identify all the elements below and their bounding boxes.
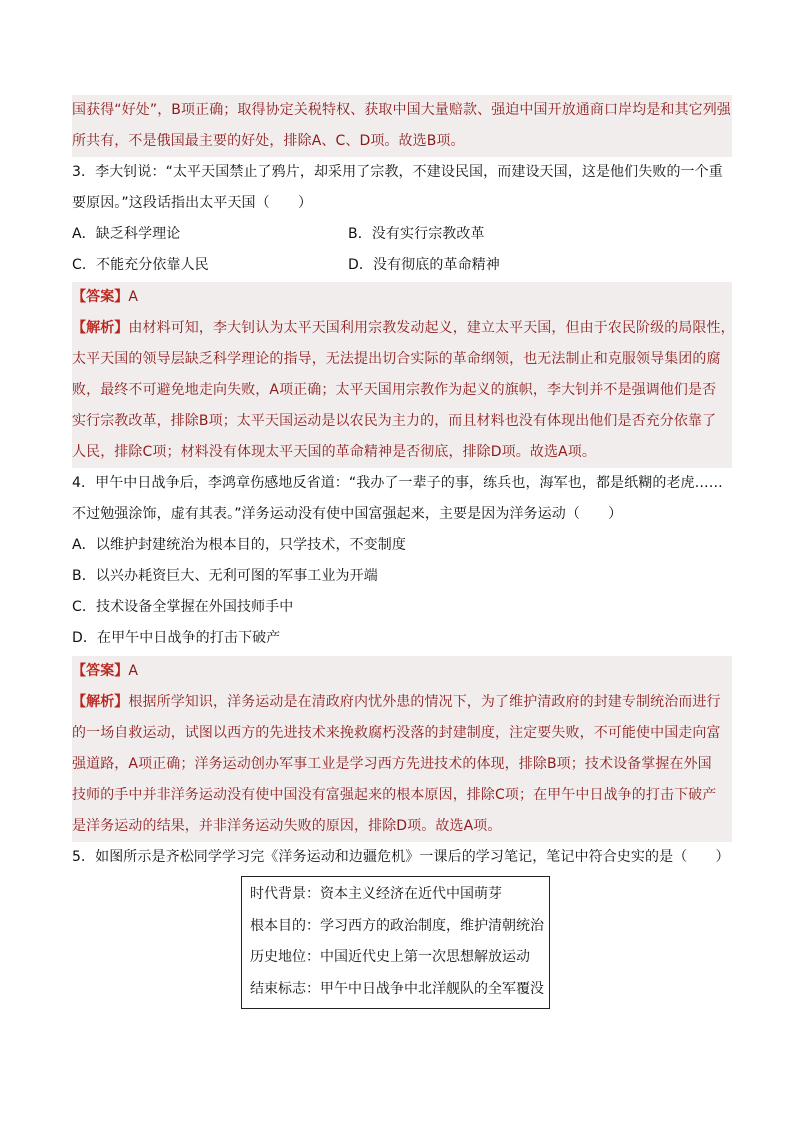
q4-answer-block (72, 656, 732, 842)
analysis-line: 败，最终不可避免地走向失败，A项正确；太平天国用宗教作为起义的旗帜，李大钊并不是强调他们是否 (72, 382, 717, 398)
analysis-line: 强道路，A项正确；洋务运动创办军事工业是学习西方先进技术的体现，排除B项；技术设备掌握在外国 (72, 756, 712, 772)
option-c: C．不能充分依靠人民 (72, 257, 209, 273)
question-5 (72, 842, 732, 873)
option-b: B．没有实行宗教改革 (348, 226, 485, 242)
option-d: D．在甲午中日战争的打击下破产 (72, 630, 281, 646)
option-b: B．以兴办耗资巨大、无利可图的军事工业为开端 (72, 568, 378, 584)
analysis-line (72, 313, 735, 344)
study-notes-box (241, 876, 550, 1009)
analysis-tag: 【解析】 (72, 320, 129, 336)
note-line: 历史地位：中国近代史上第一次思想解放运动 (250, 949, 530, 965)
prev-explanation (72, 95, 732, 157)
analysis-line: 太平天国的领导层缺乏科学理论的指导，无法提出切合实际的革命纲领，也无法制止和克服领导集团的腐 (72, 351, 721, 367)
option-row (72, 250, 732, 281)
note-line: 时代背景：资本主义经济在近代中国萌芽 (250, 886, 502, 902)
question-3 (72, 157, 732, 281)
option-a: A．缺乏科学理论 (72, 226, 181, 242)
note-line: 结束标志：甲午中日战争中北洋舰队的全军覆没 (250, 980, 544, 997)
analysis-tag: 【解析】 (72, 694, 129, 710)
text-line: 所共有，不是俄国最主要的好处，排除A、C、D项。故选B项。 (72, 133, 465, 149)
question-4 (72, 468, 732, 654)
analysis-line: 技师的手中并非洋务运动没有使中国没有富强起来的根本原因，排除C项；在甲午中日战争的打击下破产 (72, 787, 717, 803)
note-line: 根本目的：学习西方的政治制度，维护清朝统治 (250, 917, 544, 934)
analysis-text: 根据所学知识，洋务运动是在清政府内忧外患的情况下，为了维护清政府的封建专制统治而进行 (128, 694, 721, 710)
analysis-line: 的一场自救运动，试图以西方的先进技术来挽救腐朽没落的封建制度，注定要失败，不可能使中国走向富 (72, 725, 721, 741)
analysis-text: 由材料可知，李大钊认为太平天国利用宗教发动起义，建立太平天国，但由于农民阶级的局限性， (128, 320, 735, 336)
question-stem-line: 不过勉强涂饰，虚有其表。”洋务运动没有使中国富强起来，主要是因为洋务运动（ ） (72, 506, 623, 522)
answer-tag: 【答案】 (72, 289, 129, 305)
analysis-line: 人民，排除C项；材料没有体现太平天国的革命精神是否彻底，排除D项。故选A项。 (72, 444, 596, 460)
option-d: D．没有彻底的革命精神 (348, 257, 500, 273)
question-stem-line: 3．李大钊说：“太平天国禁止了鸦片，却采用了宗教，不建设民国，而建设天国，这是他们失败的一个重 (72, 164, 723, 180)
question-stem-line: 要原因。”这段话指出太平天国（ ） (72, 195, 313, 211)
analysis-line (72, 687, 732, 718)
q3-answer-block (72, 282, 735, 468)
analysis-line: 是洋务运动的结果，并非洋务运动失败的原因，排除D项。故选A项。 (72, 818, 502, 834)
analysis-line: 实行宗教改革，排除B项；太平天国运动是以农民为主力的，而且材料也没有体现出他们是否充分依靠了 (72, 413, 717, 429)
question-stem-line: 4．甲午中日战争后，李鸿章伤感地反省道：“我办了一辈子的事，练兵也，海军也，都是纸糊的老虎…… (72, 475, 723, 491)
option-a: A．以维护封建统治为根本目的，只学技术，不变制度 (72, 537, 406, 553)
answer-line (72, 282, 732, 313)
answer-value: A (128, 663, 139, 679)
answer-line (72, 656, 732, 687)
answer-tag: 【答案】 (72, 663, 129, 679)
text-line: 国获得“好处”，B项正确；取得协定关税特权、获取中国大量赔款、强迫中国开放通商口岸均是和其它列强 (72, 102, 731, 118)
option-row (72, 219, 732, 250)
question-stem-line: 5．如图所示是齐松同学学习完《洋务运动和边疆危机》一课后的学习笔记，笔记中符合史实的是（ ） (72, 849, 730, 865)
answer-value: A (128, 289, 139, 305)
option-c: C．技术设备全掌握在外国技师手中 (72, 599, 294, 615)
